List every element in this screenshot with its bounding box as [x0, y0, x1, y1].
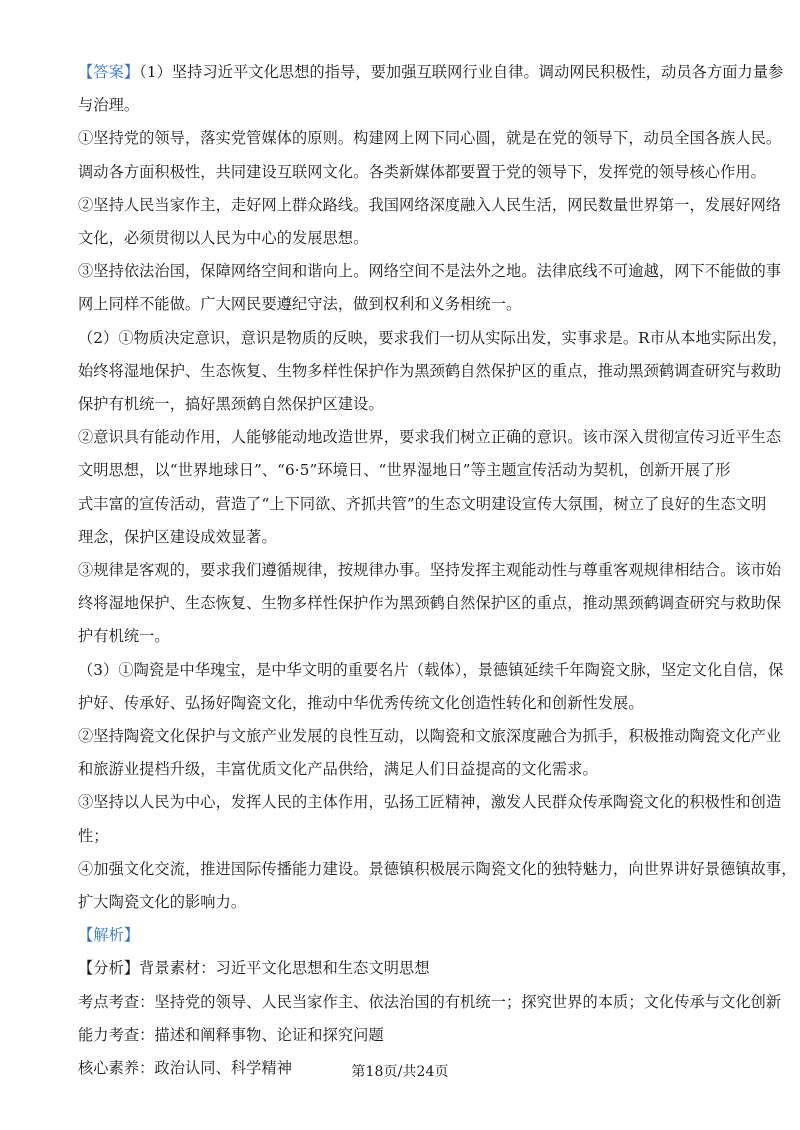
answer-line: 和旅游业提档升级，丰富优质文化产品供给，满足人们日益提高的文化需求。 — [78, 760, 598, 779]
answer-line: ②意识具有能动作用，人能够能动地改造世界，要求我们树立正确的意识。该市深入贯彻宣传习近平生态 — [78, 428, 782, 447]
answer-line: ①坚持党的领导，落实党管媒体的原则。构建网上网下同心圆，就是在党的领导下，动员全国各族人民。 — [78, 129, 782, 148]
analysis-line: 能力考查：描述和阐释事物、论证和探究问题 — [78, 1025, 384, 1044]
page-number: 第18页/共24页 — [351, 1064, 449, 1080]
answer-line: 式丰富的宣传活动，营造了“上下同欲、齐抓共管”的生态文明建设宣传大氛围，树立了良好的生态文明 — [78, 494, 767, 513]
answer-line: ③坚持以人民为中心，发挥人民的主体作用，弘扬工匠精神，激发人民群众传承陶瓷文化的积极性和创造 — [78, 793, 782, 812]
analysis-line: 考点考查：坚持党的领导、人民当家作主、依法治国的有机统一；探究世界的本质；文化传承与文化创新 — [78, 992, 782, 1011]
answer-line: 与治理。 — [78, 96, 140, 115]
answer-line: ④加强文化交流，推进国际传播能力建设。景德镇积极展示陶瓷文化的独特魅力，向世界讲好景德镇故事， — [78, 859, 797, 878]
answer-line: 网上同样不能做。广大网民要遵纪守法，做到权利和义务相统一。 — [78, 295, 522, 314]
answer-line: （3）①陶瓷是中华瑰宝，是中华文明的重要名片（载体），景德镇延续千年陶瓷文脉，坚定文化自信，保 — [78, 660, 784, 679]
analysis-line: 【分析】背景素材：习近平文化思想和生态文明思想 — [78, 959, 430, 978]
answer-tag: 【答案】 — [78, 63, 140, 81]
answer-line: 文明思想，以“世界地球日”、“6·5”环境日、“世界湿地日”等主题宣传活动为契机，创新开展了形 — [78, 461, 731, 480]
answer-line: 扩大陶瓷文化的影响力。 — [78, 893, 247, 911]
answer-line: ③坚持依法治国，保障网络空间和谐向上。网络空间不是法外之地。法律底线不可逾越，网下不能做的事 — [78, 262, 782, 281]
answer-line: 性； — [78, 826, 109, 845]
answer-line: 护好、传承好、弘扬好陶瓷文化，推动中华优秀传统文化创造性转化和创新性发展。 — [78, 693, 644, 712]
answer-line: 保护有机统一，搞好黑颈鹤自然保护区建设。 — [78, 395, 384, 413]
answer-line: ②坚持人民当家作主，走好网上群众路线。我国网络深度融入人民生活，网民数量世界第一，发展好网络 — [78, 195, 782, 214]
answer-line: ③规律是客观的，要求我们遵循规律，按规律办事。坚持发挥主观能动性与尊重客观规律相结合。该市始 — [78, 561, 782, 579]
answer-line: 调动各方面积极性，共同建设互联网文化。各类新媒体都要置于党的领导下，发挥党的领导核心作用。 — [78, 162, 766, 181]
answer-line: （2）①物质决定意识，意识是物质的反映，要求我们一切从实际出发，实事求是。R市从本地实际出发， — [78, 328, 788, 347]
answer-line: 始终将湿地保护、生态恢复、生物多样性保护作为黑颈鹤自然保护区的重点，推动黑颈鹤调查研究与救助 — [78, 361, 782, 380]
answer-line-1: 【答案】（1）坚持习近平文化思想的指导，要加强互联网行业自律。调动网民积极性，动员各方面力量参 — [78, 63, 784, 81]
answer-line: 文化，必须贯彻以人民为中心的发展思想。 — [78, 229, 369, 247]
answer-line: ②坚持陶瓷文化保护与文旅产业发展的良性互动，以陶瓷和文旅深度融合为抓手，积极推动陶瓷文化产业 — [78, 727, 782, 745]
analysis-tag: 【解析】 — [78, 926, 140, 945]
analysis-line: 核心素养：政治认同、科学精神 — [78, 1059, 293, 1077]
answer-line: 终将湿地保护、生态恢复、生物多样性保护作为黑颈鹤自然保护区的重点，推动黑颈鹤调查研究与救助保 — [78, 594, 782, 613]
answer-line: 理念，保护区建设成效显著。 — [78, 527, 277, 546]
answer-line: 护有机统一。 — [78, 627, 170, 646]
